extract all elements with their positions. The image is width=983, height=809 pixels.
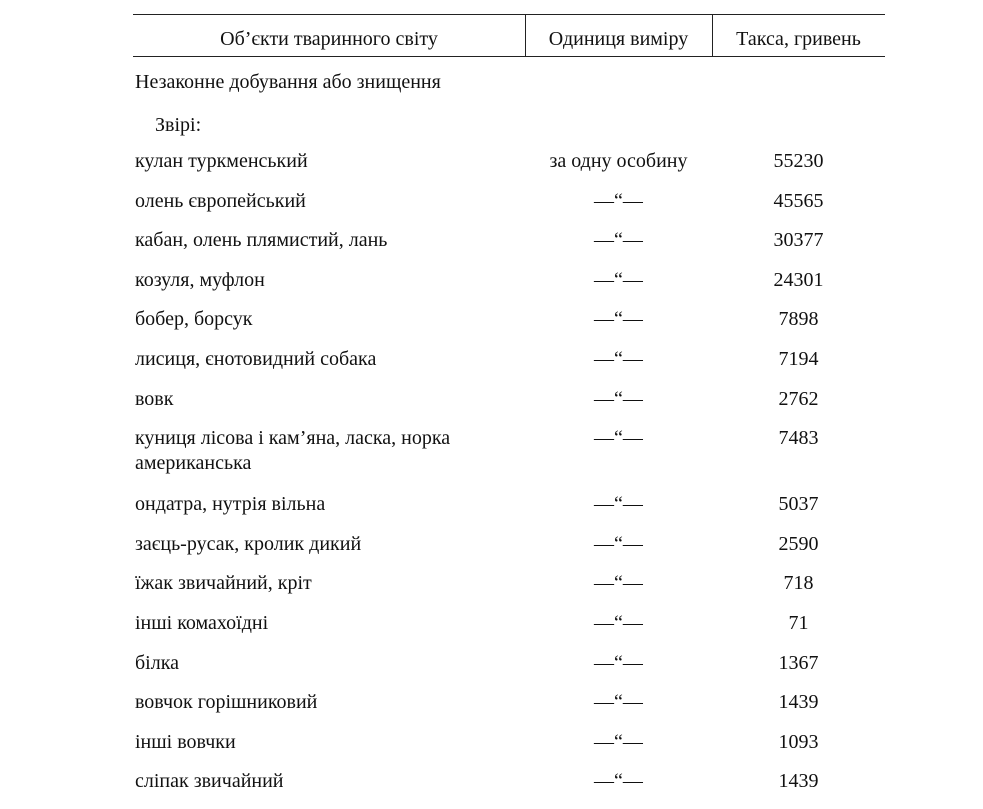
table-row	[0, 769, 983, 809]
table-row	[0, 532, 983, 572]
cell-animal-name: куниця лісова і кам’яна, ласка, норка американська	[135, 427, 451, 475]
cell-animal-name: вовчок горішниковий	[135, 691, 318, 714]
cell-animal-name: лисиця, єнотовидний собака	[135, 347, 377, 370]
table-row	[0, 611, 983, 651]
table-row	[0, 149, 983, 189]
cell-unit: —“—	[594, 691, 643, 714]
cell-animal-name: бобер, борсук	[135, 308, 253, 331]
cell-unit: —“—	[594, 347, 643, 370]
cell-rate: 2762	[778, 387, 819, 410]
cell-unit: —“—	[594, 189, 643, 212]
header-objects: Об’єкти тваринного світу	[220, 28, 438, 50]
cell-unit: —“—	[594, 532, 643, 555]
cell-rate: 45565	[773, 189, 824, 212]
table-header-bottom-rule	[133, 56, 885, 57]
cell-rate: 55230	[773, 150, 824, 172]
cell-unit: —“—	[594, 308, 643, 331]
cell-unit: —“—	[594, 572, 643, 595]
subsection-title: Звірі:	[155, 114, 202, 136]
table-row	[0, 730, 983, 770]
table-row	[0, 651, 983, 691]
cell-animal-name: заєць-русак, кролик дикий	[135, 532, 362, 555]
section-title: Незаконне добування або знищення	[135, 71, 441, 93]
cell-animal-name: інші вовчки	[135, 730, 236, 753]
table-row	[0, 268, 983, 308]
cell-rate: 7898	[778, 308, 819, 331]
cell-unit: —“—	[594, 730, 643, 753]
cell-unit: —“—	[594, 611, 643, 634]
cell-animal-name: ондатра, нутрія вільна	[135, 493, 326, 516]
table-body	[0, 149, 983, 809]
cell-unit: за одну особину	[549, 150, 688, 172]
cell-unit: —“—	[594, 770, 643, 793]
cell-unit: —“—	[594, 427, 643, 450]
cell-animal-name: кабан, олень плямистий, лань	[135, 229, 388, 252]
cell-animal-name: олень європейський	[135, 189, 306, 212]
table-top-rule	[133, 14, 885, 15]
cell-animal-name: сліпак звичайний	[135, 770, 284, 793]
table-row	[0, 492, 983, 532]
cell-unit: —“—	[594, 493, 643, 516]
table-row	[0, 690, 983, 730]
cell-rate: 30377	[773, 229, 824, 252]
table-row	[0, 347, 983, 387]
cell-animal-name: козуля, муфлон	[135, 268, 265, 291]
header-rate: Такса, гривень	[736, 28, 861, 50]
cell-rate: 7194	[778, 347, 819, 370]
cell-animal-name: білка	[135, 651, 180, 674]
cell-unit: —“—	[594, 651, 643, 674]
cell-rate: 1093	[778, 730, 819, 753]
cell-rate: 71	[788, 611, 809, 634]
cell-animal-name: кулан туркменський	[135, 150, 308, 172]
table-row	[0, 426, 983, 492]
cell-rate: 718	[783, 572, 814, 595]
table-row	[0, 571, 983, 611]
cell-unit: —“—	[594, 387, 643, 410]
cell-rate: 5037	[778, 493, 819, 516]
cell-rate: 1439	[778, 770, 819, 793]
table-row	[0, 307, 983, 347]
table-row	[0, 387, 983, 427]
cell-rate: 1367	[778, 651, 819, 674]
cell-animal-name: їжак звичайний, кріт	[135, 572, 312, 595]
cell-animal-name: вовк	[135, 387, 174, 410]
cell-rate: 1439	[778, 691, 819, 714]
cell-rate: 7483	[778, 427, 819, 450]
cell-rate: 2590	[778, 532, 819, 555]
cell-animal-name: інші комахоїдні	[135, 611, 269, 634]
table-row	[0, 189, 983, 229]
cell-rate: 24301	[773, 268, 824, 291]
header-unit: Одиниця виміру	[548, 28, 689, 50]
table-row	[0, 228, 983, 268]
cell-unit: —“—	[594, 268, 643, 291]
cell-unit: —“—	[594, 229, 643, 252]
